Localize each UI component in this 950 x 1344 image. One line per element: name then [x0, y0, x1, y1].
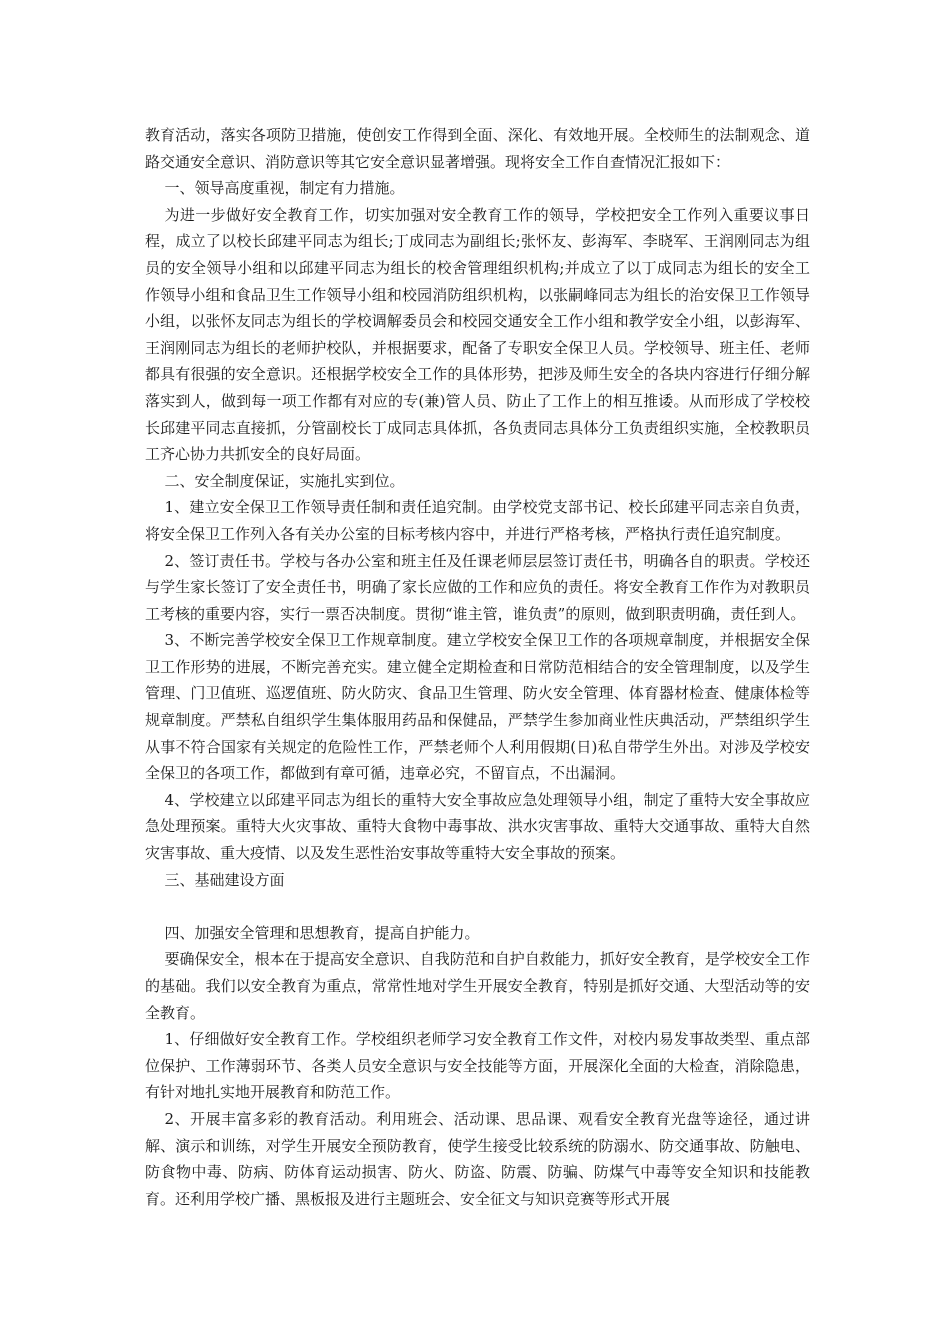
paragraph-item-2-2: 2、签订责任书。学校与各办公室和班主任及任课老师层层签订责任书，明确各自的职责。学校还与学生家长签订了安全责任书，明确了家长应做的工作和应负的责任。将安全教育工作作为对教职员工考核的重要内容，实行一票否决制度。贯彻“谁主管，谁负责”的原则，做到职责明确，责任到人。 — [145, 551, 810, 623]
paragraph-intro: 教育活动，落实各项防卫措施，使创安工作得到全面、深化、有效地开展。全校师生的法制观念、道路交通安全意识、消防意识等其它安全意识显著增强。现将安全工作自查情况汇报如下： — [145, 126, 810, 171]
paragraph-item-4-1: 1、仔细做好安全教育工作。学校组织老师学习安全教育工作文件，对校内易发事故类型、重点部位保护、工作薄弱环节、各类人员安全意识与安全技能等方面，开展深化全面的大检查，消除隐患，有针对地扎实地开展教育和防范工作。 — [145, 1030, 810, 1102]
heading-section-2: 二、安全制度保证，实施扎实到位。 — [164, 471, 405, 490]
paragraph-item-2-1: 1、建立安全保卫工作领导责任制和责任追究制。由学校党支部书记、校长邱建平同志亲自负责，将安全保卫工作列入各有关办公室的目标考核内容中，并进行严格考核，严格执行责任追究制度。 — [145, 498, 810, 543]
heading-section-1: 一、领导高度重视，制定有力措施。 — [164, 179, 405, 198]
paragraph-item-4-2: 2、开展丰富多彩的教育活动。利用班会、活动课、思品课、观看安全教育光盘等途径，通过讲解、演示和训练，对学生开展安全预防教育，使学生接受比较系统的防溺水、防交通事故、防触电、防食物中毒、防病、防体育运动损害、防火、防盗、防震、防骗、防煤气中毒等安全知识和技能教育。还利用学校广播、黑板报及进行主题班会、安全征文与知识竞赛等形式开展 — [145, 1109, 810, 1208]
document-body — [145, 122, 810, 1212]
paragraph-leadership: 为进一步做好安全教育工作，切实加强对安全教育工作的领导，学校把安全工作列入重要议事日程，成立了以校长邱建平同志为组长;丁成同志为副组长;张怀友、彭海军、李晓军、王润刚同志为组员的安全领导小组和以邱建平同志为组长的校舍管理组织机构;并成立了以丁成同志为组长的安全工作领导小组和食品卫生工作领导小组和校园消防组织机构，以张嗣峰同志为组长的治安保卫工作领导小组，以张怀友同志为组长的学校调解委员会和校园交通安全工作小组和教学安全小组，以彭海军、王润刚同志为组长的老师护校队，并根据要求，配备了专职安全保卫人员。学校领导、班主任、老师都具有很强的安全意识。还根据学校安全工作的具体形势，把涉及师生安全的各块内容进行仔细分解落实到人，做到每一项工作都有对应的专(兼)管人员、防止了工作上的相互推诿。从而形成了学校校长邱建平同志直接抓，分管副校长丁成同志具体抓，各负责同志具体分工负责组织实施，全校教职员工齐心协力共抓安全的良好局面。 — [145, 205, 810, 464]
paragraph-item-2-4: 4、学校建立以邱建平同志为组长的重特大安全事故应急处理领导小组，制定了重特大安全事故应急处理预案。重特大火灾事故、重特大食物中毒事故、洪水灾害事故、重特大交通事故、重特大自然灾害事故、重大疫情、以及发生恶性治安事故等重特大安全事故的预案。 — [145, 790, 810, 863]
blank-line — [145, 893, 810, 920]
heading-section-3: 三、基础建设方面 — [164, 870, 285, 889]
heading-section-4: 四、加强安全管理和思想教育，提高自护能力。 — [164, 923, 480, 942]
paragraph-safety-education: 要确保安全，根本在于提高安全意识、自我防范和自护自救能力，抓好安全教育，是学校安全工作的基础。我们以安全教育为重点，常常性地对学生开展安全教育，特别是抓好交通、大型活动等的安全教育。 — [145, 950, 810, 1022]
paragraph-item-2-3: 3、不断完善学校安全保卫工作规章制度。建立学校安全保卫工作的各项规章制度，并根据安全保卫工作形势的进展，不断完善充实。建立健全定期检查和日常防范相结合的安全管理制度，以及学生管理、门卫值班、巡逻值班、防火防灾、食品卫生管理、防火安全管理、体育器材检查、健康体检等规章制度。严禁私自组织学生集体服用药品和保健品，严禁学生参加商业性庆典活动，严禁组织学生从事不符合国家有关规定的危险性工作，严禁老师个人利用假期(日)私自带学生外出。对涉及学校安全保卫的各项工作，都做到有章可循，违章必究，不留盲点，不出漏洞。 — [145, 631, 810, 783]
